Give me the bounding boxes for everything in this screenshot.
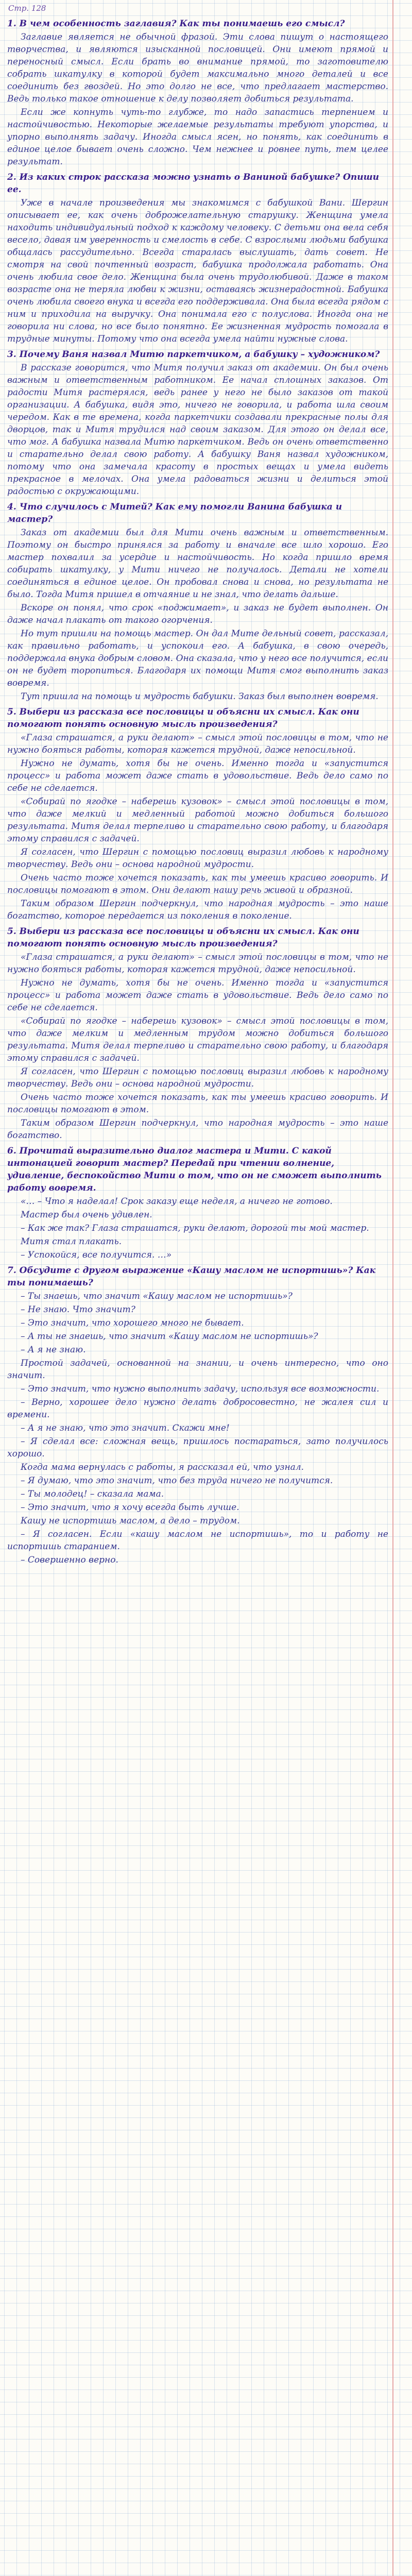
- answer-paragraph: Я согласен, что Шергин с помощью пословиц выразил любовь к народному творчеству. Ведь они – основа народной мудрости.: [7, 847, 388, 870]
- question-heading: 5. Выбери из рассказа все пословицы и объясни их смысл. Как они помогают понять основную мысль произведения?: [7, 707, 359, 730]
- answer-paragraph: – Это значит, что я хочу всегда быть лучше.: [21, 1502, 239, 1513]
- answer-paragraph: – Не знаю. Что значит?: [21, 1304, 135, 1315]
- answer-section: [7, 706, 388, 922]
- answer-paragraph: Таким образом Шергин подчеркнул, что народная мудрость – это наше богатство.: [7, 1118, 388, 1141]
- handwritten-answers: [7, 2, 388, 1567]
- answer-paragraph: Уже в начале произведения мы знакомимся с бабушкой Вани. Шергин описывает ее, как очень доброжелательную старушку. Женщина умела находить индивидуальный подход к каждому человеку. С детьми она вела себя весело, давая им уверенность и смелость в себе. С взрослыми людьми бабушка общалась рассудительно. Всегда старалась выслушать, дать совет. Не смотря на свой почтенный возраст, бабушка продолжала работать. Она очень любила свое дело. Женщина была очень трудолюбивой. Даже в таком возрасте она не теряла любви к жизни, оставаясь жизнерадостной. Бабушка очень любила своего внука и всегда его поддерживала. Она была всегда рядом с ним и приходила на выручку. Она понимала его с полуслова. Иногда она не говорила ни слова, но все было понятно. Ее жизненная мудрость помогала в трудные минуты. Потому что она всегда умела найти нужные слова.: [7, 198, 388, 344]
- answer-paragraph: Мастер был очень удивлен.: [21, 1210, 152, 1220]
- answer-section: [7, 1264, 388, 1566]
- answer-paragraph: Нужно не думать, хотя бы не очень. Именно тогда и «запустится процесс» и работа может даже стать в удовольствие. Ведь дело само по себе не сделается.: [7, 978, 388, 1013]
- answer-paragraph: Заглавие является не обычной фразой. Эти слова пишут о настоящего творчества, и являются изысканной пословицей. Они имеют прямой и переносный смысл. Если брать во внимание прямой, то заготовителю собрать шкатулку в которой будет максимально много деталей и все соединить без гвоздей. Но это долго не все, что предлагает мастерство. Ведь только такое отношение к делу позволяет добиться результата.: [7, 32, 388, 104]
- answer-paragraph: – А я не знаю.: [21, 1345, 86, 1355]
- answer-paragraph: – Успокойся, все получится. …»: [21, 1250, 172, 1260]
- answer-paragraph: «Глаза страшатся, а руки делают» – смысл этой пословицы в том, что не нужно бояться работы, которая кажется трудной, даже непосильной.: [7, 952, 388, 975]
- answer-paragraph: Нужно не думать, хотя бы не очень. Именно тогда и «запустится процесс» и работа может даже стать в удовольствие. Ведь дело само по себе не сделается.: [7, 758, 388, 793]
- answer-paragraph: Очень часто тоже хочется показать, как ты умеешь красиво говорить. И пословицы помогают в этом. Они делают нашу речь живой и образной.: [7, 873, 388, 895]
- answer-paragraph: Митя стал плакать.: [21, 1236, 122, 1247]
- answer-paragraph: Кашу не испортишь маслом, а дело – трудом.: [21, 1516, 240, 1526]
- answer-section: [7, 18, 388, 168]
- answer-paragraph: В рассказе говорится, что Митя получил заказ от академии. Он был очень важным и ответственным работником. Ее начал сплошных заказов. От радости Митя растерялся, ведь ранее у него не было заказов от такой организации. А бабушка, видя это, ничего не говорила, и работа шла своим чередом. Как в те времена, когда паркетчики создавали прекрасные полы для дворцов, так и Митя трудился над своим заказом. Для этого он делал все, что мог. А бабушка назвала Митю паркетчиком. Ведь он очень ответственно и старательно делал свою работу. А бабушку Ваня назвал художником, потому что она замечала красоту в простых вещах и умела видеть прекрасное в мелочах. Она умела радоваться жизни и делиться этой радостью с окружающими.: [7, 363, 388, 497]
- answer-paragraph: – Я думаю, что это значит, что без труда ничего не получится.: [21, 1476, 333, 1486]
- answer-section: [7, 171, 388, 345]
- answer-paragraph: Простой задачей, основанной на знании, и очень интересно, что оно значит.: [7, 1358, 388, 1381]
- sections-container: [7, 18, 388, 1566]
- answer-paragraph: – Это значит, что нужно выполнить задачу, используя все возможности.: [21, 1384, 380, 1394]
- answer-paragraph: – Это значит, что хорошего много не бывает.: [21, 1318, 244, 1328]
- answer-section: [7, 1145, 388, 1261]
- answer-paragraph: «… – Что я наделал! Срок заказу еще неделя, а ничего не готово.: [21, 1196, 333, 1207]
- answer-paragraph: Заказ от академии был для Мити очень важным и ответственным. Поэтому он быстро принялся за работу и вначале все шло хорошо. Его мастер похвалил за усердие и настойчивость. Но когда пришло время собирать шкатулку, у Мити ничего не получалось. Детали не хотели соединяться в единое целое. Он пробовал снова и снова, но результата не было. Тогда Митя пришел в отчаяние и не знал, что делать дальше.: [7, 528, 388, 600]
- answer-paragraph: – Ты знаешь, что значит «Кашу маслом не испортишь»?: [21, 1291, 293, 1301]
- answer-paragraph: – А ты не знаешь, что значит «Кашу маслом не испортишь»?: [21, 1331, 318, 1342]
- answer-section: [7, 925, 388, 1142]
- question-heading: 7. Обсудите с другом выражение «Кашу маслом не испортишь»? Как ты понимаешь?: [7, 1265, 376, 1288]
- question-heading: 4. Что случилось с Митей? Как ему помогли Ванина бабушка и мастер?: [7, 502, 342, 524]
- answer-paragraph: Я согласен, что Шергин с помощью пословиц выразил любовь к народному творчеству. Ведь они – основа народной мудрости.: [7, 1066, 388, 1089]
- answer-paragraph: – Я сделал все: сложная вещь, пришлось постараться, зато получилось хорошо.: [7, 1436, 388, 1459]
- answer-paragraph: Тут пришла на помощь и мудрость бабушки. Заказ был выполнен вовремя.: [21, 691, 379, 702]
- answer-paragraph: Но тут пришли на помощь мастер. Он дал Мите дельный совет, рассказал, как правильно работать, и успокоил его. А бабушка, в свою очередь, поддержала внука добрым словом. Она сказала, что у него все получится, если он не будет торопиться. Благодаря их помощи Митя смог выполнить заказ вовремя.: [7, 629, 388, 688]
- question-heading: 3. Почему Ваня назвал Митю паркетчиком, а бабушку – художником?: [7, 349, 380, 360]
- answer-paragraph: – Верно, хорошее дело нужно делать добросовестно, не жалея сил и времени.: [7, 1397, 388, 1420]
- page-label: Стр. 128: [8, 4, 46, 13]
- answer-paragraph: – Как же так? Глаза страшатся, руки делают, дорогой ты мой мастер.: [21, 1223, 369, 1233]
- answer-paragraph: Если же копнуть чуть-то глубже, то надо запастись терпением и настойчивостью. Некоторые желаемые результаты требуют упорства, и упорно выполнять задачу. Иногда смысл ясен, но понять, как соединить в единое целое бывает очень сложно. Чем нежнее и ровнее путь, тем целее результат.: [7, 107, 388, 167]
- answer-paragraph: – Я согласен. Если «кашу маслом не испортишь», то и работу не испортишь старанием.: [7, 1529, 388, 1552]
- answer-paragraph: «Собирай по ягодке – наберешь кузовок» – смысл этой пословицы в том, что даже мелким и медленным трудом можно добиться большого результата. Митя делал терпеливо и старательно свою работу, и благодаря этому справился с задачей.: [7, 1016, 388, 1063]
- answer-paragraph: – Ты молодец! – сказала мама.: [21, 1489, 164, 1499]
- answer-section: [7, 501, 388, 703]
- answer-paragraph: Вскоре он понял, что срок «поджимает», и заказ не будет выполнен. Он даже начал плакать от такого огорчения.: [7, 603, 388, 625]
- answer-paragraph: Таким образом Шергин подчеркнул, что народная мудрость – это наше богатство, которое передается из поколения в поколение.: [7, 899, 388, 921]
- question-heading: 2. Из каких строк рассказа можно узнать о Ваниной бабушке? Опиши ее.: [7, 172, 379, 195]
- answer-paragraph: – А я не знаю, что это значит. Скажи мне!: [21, 1423, 230, 1433]
- answer-paragraph: – Совершенно верно.: [21, 1555, 118, 1565]
- answer-paragraph: «Глаза страшатся, а руки делают» – смысл этой пословицы в том, что не нужно бояться работы, которая кажется трудной, даже непосильной.: [7, 733, 388, 755]
- question-heading: 5. Выбери из рассказа все пословицы и объясни их смысл. Как они помогают понять основную мысль произведения?: [7, 926, 359, 949]
- answer-paragraph: Когда мама вернулась с работы, я рассказал ей, что узнал.: [21, 1462, 304, 1472]
- question-heading: 1. В чем особенность заглавия? Как ты понимаешь его смысл?: [7, 19, 345, 29]
- answer-paragraph: «Собирай по ягодке – наберешь кузовок» – смысл этой пословицы в том, что даже мелкий и медленный работой можно добиться большого результата. Митя делал терпеливо и старательно свою работу, и благодаря этому справился с задачей.: [7, 796, 388, 844]
- answer-paragraph: Очень часто тоже хочется показать, как ты умеешь красиво говорить. И пословицы помогают в этом.: [7, 1092, 388, 1115]
- answer-section: [7, 348, 388, 498]
- question-heading: 6. Прочитай выразительно диалог мастера и Мити. С какой интонацией говорит мастер? Передай при чтении волнение, удивление, беспокойство Мити о том, что он не сможет выполнить работу вовремя.: [7, 1146, 382, 1193]
